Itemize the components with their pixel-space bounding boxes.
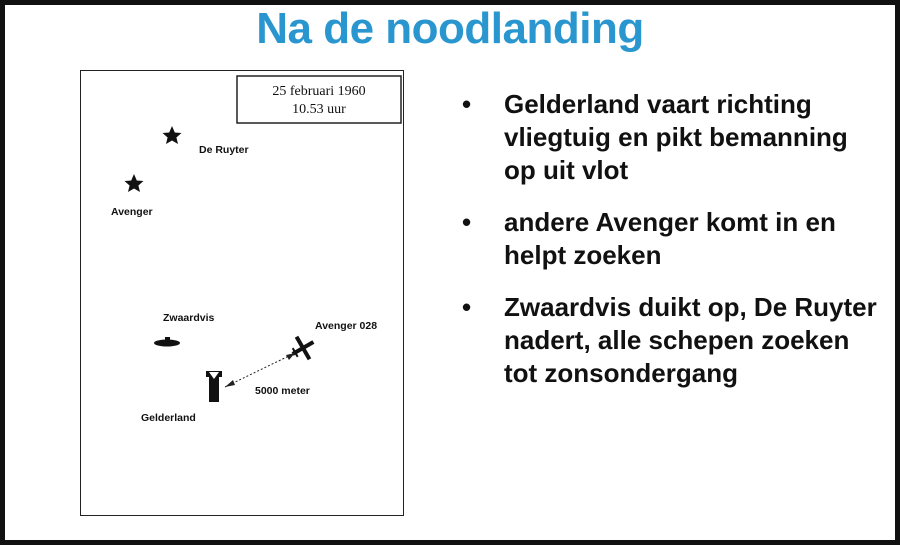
zwaardvis-submarine-icon xyxy=(154,337,180,347)
bullet-text: andere Avenger komt in en helpt zoeken xyxy=(504,207,836,270)
de-ruyter-label: De Ruyter xyxy=(199,144,249,156)
bullet-dot-icon: • xyxy=(462,292,472,322)
gelderland-ship-icon xyxy=(206,371,222,402)
avenger-028-label: Avenger 028 xyxy=(315,320,378,332)
de-ruyter-star-icon xyxy=(163,126,182,144)
bullet-item xyxy=(462,206,882,272)
bullet-dot-icon: • xyxy=(462,89,472,119)
zwaardvis-label: Zwaardvis xyxy=(163,312,215,324)
gelderland-label: Gelderland xyxy=(141,412,196,424)
map-svg xyxy=(81,71,405,517)
distance-line xyxy=(225,353,295,387)
bullet-item xyxy=(462,291,882,390)
avenger-label: Avenger xyxy=(111,206,153,218)
slide-title: Na de noodlanding xyxy=(256,4,644,53)
bullet-dot-icon: • xyxy=(462,207,472,237)
bullet-list xyxy=(462,88,882,409)
map-time: 10.53 uur xyxy=(292,102,346,117)
distance-arrowhead-icon xyxy=(225,380,235,387)
bullet-text: Zwaardvis duikt op, De Ruyter nadert, alle schepen zoeken tot zonsondergang xyxy=(504,292,877,388)
avenger-028-airplane-icon xyxy=(286,331,320,366)
bullet-item xyxy=(462,88,882,187)
distance-label: 5000 meter xyxy=(255,385,310,397)
situation-map xyxy=(80,70,404,516)
avenger-star-icon xyxy=(125,174,144,192)
bullet-text: Gelderland vaart richting vliegtuig en pikt bemanning op uit vlot xyxy=(504,89,848,185)
map-date: 25 februari 1960 xyxy=(272,84,366,99)
distance-arrowhead-icon xyxy=(286,353,295,360)
